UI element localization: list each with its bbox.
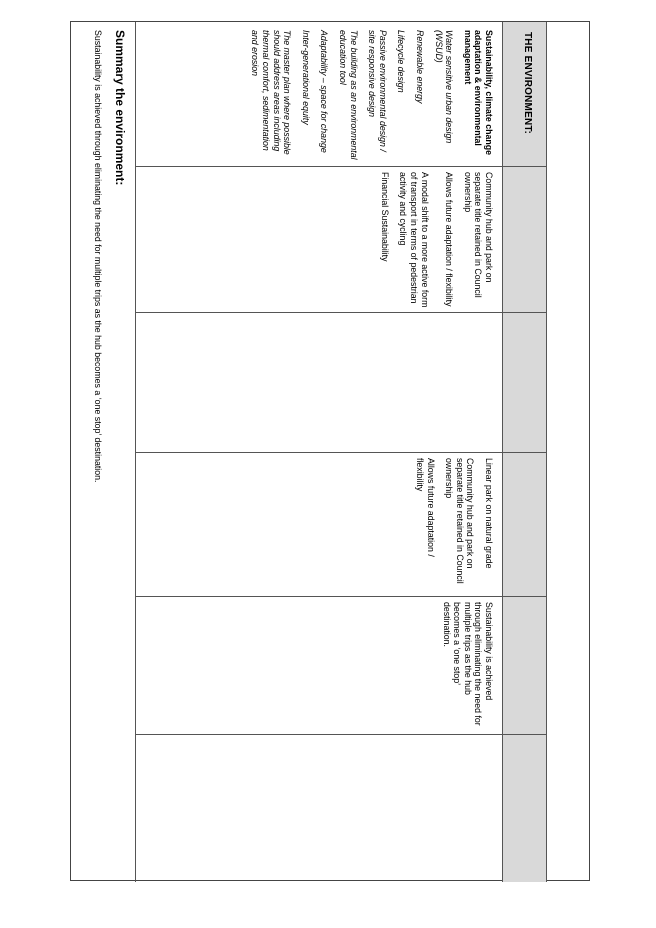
option-1-item: Financial Sustainability: [379, 172, 390, 262]
criteria-item: Adaptability – space for change: [319, 30, 330, 153]
criteria-item: Water sensitive urban design (WSUD): [433, 30, 455, 144]
option-3-item: Allows future adaptation / flexibility: [415, 458, 436, 557]
col-rule-4: [136, 596, 547, 597]
criteria-heading: Sustainability, climate change adaptation & environmental management: [462, 30, 494, 155]
col-rule-1: [136, 166, 547, 167]
option-3-item: Linear park on natural grade: [484, 458, 494, 569]
summary-title: Summary the environment:: [113, 30, 127, 186]
criteria-item: The building as an environmental education tool: [338, 30, 359, 160]
option-1-item: A modal shift to a more active form of transport in terms of pedestrian activity and cycling: [398, 172, 430, 308]
option-4-cell: [433, 602, 494, 730]
criteria-item: Passive environmental design / site responsive design: [367, 30, 388, 152]
summary-text: Sustainability is achieved through eliminating the need for multiple trips as the hub becomes a ‘one stop’ destination.: [93, 30, 103, 483]
criteria-cell: [242, 30, 494, 162]
document-page: [70, 21, 590, 881]
criteria-item: Lifecycle design: [396, 30, 407, 93]
option-1-item: Allows future adaptation / flexibility: [444, 172, 455, 307]
option-3-item: Community hub and park on separate title retained in Council ownership: [444, 458, 476, 584]
col-rule-3: [136, 452, 547, 453]
section-heading: THE ENVIRONMENT:: [522, 32, 533, 135]
criteria-item: The master plan where possible should address areas including thermal comfort, sedimentation and erosion: [250, 30, 293, 155]
option-1-cell: [371, 172, 494, 308]
col-rule-5: [136, 734, 547, 735]
rotated-table-region: [71, 22, 591, 882]
option-4-item: Sustainability is achieved through eliminating the need for multiple trips as the hub becomes a ‘one stop’ destination.: [441, 602, 494, 726]
option-1-item: Community hub and park on separate title retained in Council ownership: [462, 172, 494, 298]
col-rule-2: [136, 312, 547, 313]
criteria-item: Renewable energy: [415, 30, 426, 104]
criteria-item: Inter-generational equity: [300, 30, 311, 125]
option-3-cell: [406, 458, 494, 592]
